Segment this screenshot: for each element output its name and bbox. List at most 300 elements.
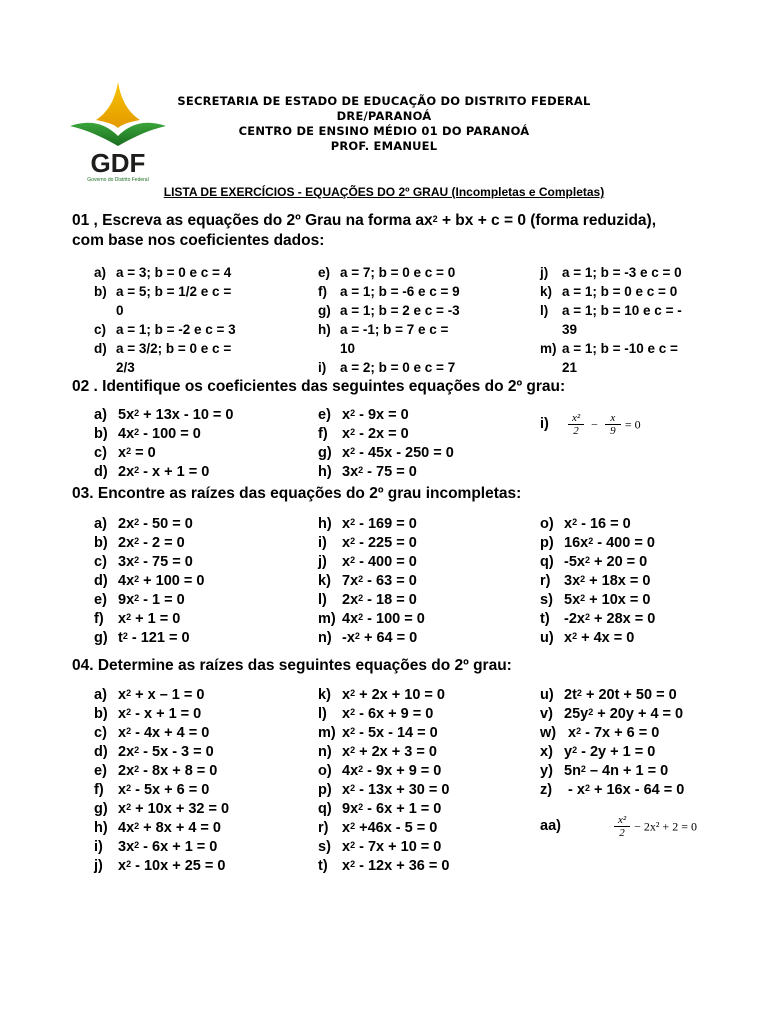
- exponent: 2: [572, 745, 578, 755]
- exercise-item: [318, 320, 460, 339]
- q3-col-1: [94, 515, 204, 648]
- item-label: n): [318, 744, 332, 760]
- equation-lead: 5n: [564, 763, 581, 779]
- item-text: a = 1; b = 10 e c = -: [562, 303, 682, 318]
- item-label: o): [540, 516, 554, 532]
- exercise-item: [540, 629, 655, 648]
- exercise-item: [94, 762, 229, 781]
- exercise-item: [94, 629, 204, 648]
- equation-lead: 4x: [118, 820, 135, 836]
- equation-lead: x: [342, 858, 351, 874]
- equation-rest: - 12x + 36 = 0: [355, 858, 450, 874]
- exercise-item: [540, 534, 655, 553]
- exponent: 2: [350, 536, 356, 546]
- item-label: v): [540, 706, 553, 722]
- equation-rest: = 0: [131, 445, 156, 461]
- item-label: d): [94, 464, 108, 480]
- equation-lead: 3x: [118, 554, 135, 570]
- equation-lead: 16x: [564, 535, 589, 551]
- equation-lead: 9x: [342, 801, 359, 817]
- question-4-title: 04. Determine as raízes das seguintes equações do 2º grau:: [72, 657, 512, 674]
- equation-lead: x: [342, 706, 351, 722]
- equation-rest: - 225 = 0: [355, 535, 417, 551]
- item-label: g): [94, 801, 108, 817]
- exponent: 2: [572, 631, 578, 641]
- equation-lead: x: [118, 725, 127, 741]
- item-text: 21: [562, 360, 578, 375]
- equation-lead: x: [342, 725, 351, 741]
- exercise-item: [540, 686, 684, 705]
- equation-lead: 2x: [342, 592, 359, 608]
- item-label: r): [318, 820, 329, 836]
- svg-text:GDF: GDF: [90, 148, 146, 178]
- item-label: a): [94, 265, 107, 280]
- equation-lead: -x: [342, 630, 355, 646]
- item-label: j): [540, 265, 549, 280]
- question-2-title: 02 . Identifique os coeficientes das seguintes equações do 2º grau:: [72, 378, 566, 395]
- exponent: 2: [350, 408, 356, 418]
- exponent: 2: [350, 745, 356, 755]
- equation-lead: t: [118, 630, 123, 646]
- q2-col-2: [318, 406, 454, 482]
- equation-lead: y: [564, 744, 573, 760]
- question-3-title: 03. Encontre as raízes das equações do 2º grau incompletas:: [72, 485, 522, 502]
- item-text: a = 1; b = -10 e c =: [562, 341, 678, 356]
- exercise-item: [540, 572, 655, 591]
- equation-rest: - 6x + 9 = 0: [355, 706, 434, 722]
- equation-lead: x: [342, 554, 351, 570]
- equation-lead: x: [342, 782, 351, 798]
- exponent: 2: [588, 536, 594, 546]
- equation-rest: - 63 = 0: [363, 573, 417, 589]
- equation-lead: 4x: [118, 573, 135, 589]
- exponent: 2: [580, 593, 586, 603]
- equation-rest: - 8x + 8 = 0: [139, 763, 218, 779]
- exponent: 2: [134, 574, 140, 584]
- equation-rest: - 121 = 0: [127, 630, 190, 646]
- equation-rest: - 50 = 0: [139, 516, 193, 532]
- header-line-4: PROF. EMANUEL: [330, 139, 438, 153]
- equation-rest: - 169 = 0: [355, 516, 417, 532]
- equation-rest: - 75 = 0: [139, 554, 193, 570]
- q2-col-1: [94, 406, 233, 482]
- item-label: c): [94, 554, 107, 570]
- exponent: 2: [126, 859, 132, 869]
- equation-rest: - 16 = 0: [577, 516, 631, 532]
- equation-lead: 4x: [342, 611, 359, 627]
- exponent: 2: [126, 612, 132, 622]
- equation-lead: x: [564, 725, 577, 741]
- item-label: b): [94, 535, 108, 551]
- item-label: y): [540, 763, 553, 779]
- equation-rest: - 400 = 0: [593, 535, 655, 551]
- exponent: 2: [576, 688, 582, 698]
- item-label: l): [318, 706, 327, 722]
- exercise-item: [94, 591, 204, 610]
- exponent: 2: [358, 574, 364, 584]
- exercise-item: [318, 724, 449, 743]
- exponent: 2: [134, 427, 140, 437]
- exponent: 2: [134, 821, 140, 831]
- item-label: w): [540, 725, 557, 741]
- equation-rest: - 13x + 30 = 0: [355, 782, 450, 798]
- item-label: i): [318, 360, 327, 375]
- exponent: 2: [350, 840, 356, 850]
- item-text: a = 1; b = 0 e c = 0: [562, 284, 678, 299]
- equation-lead: x: [118, 687, 127, 703]
- item-label: j): [318, 554, 327, 570]
- header-line-1: SECRETARIA DE ESTADO DE EDUCAÇÃO DO DISTRITO FEDERAL: [177, 94, 591, 108]
- q3-col-2: [318, 515, 425, 648]
- item-label: u): [540, 687, 554, 703]
- equation-rest: - 6x + 1 = 0: [139, 839, 218, 855]
- exercise-item: [94, 572, 204, 591]
- q1-col-1: [94, 263, 236, 377]
- equation-lead: 9x: [118, 592, 135, 608]
- item-label: b): [94, 284, 107, 299]
- exercise-item: [318, 515, 425, 534]
- equation-lead: -2x: [564, 611, 585, 627]
- exercise-item: [94, 534, 204, 553]
- item-label: h): [318, 464, 332, 480]
- equation-lead: 3x: [118, 839, 135, 855]
- exponent: 2: [350, 821, 356, 831]
- item-label: d): [94, 573, 108, 589]
- exponent: 2: [350, 446, 356, 456]
- equation-lead: 2x: [118, 464, 135, 480]
- exercise-item: [318, 591, 425, 610]
- question-1-title: 01 , Escreva as equações do 2º Grau na forma $ax^2$ + bx + c = 0 (forma reduzida), com base nos coeficientes dados:: [72, 212, 657, 249]
- item-label: k): [318, 687, 331, 703]
- exercise-item: [318, 686, 449, 705]
- equation-lead: x: [342, 535, 351, 551]
- item-text: 0: [116, 303, 124, 318]
- equation-rest: - x + 1 = 0: [139, 464, 210, 480]
- equation-lead: 3x: [564, 573, 581, 589]
- item-text: a = 2; b = 0 e c = 7: [340, 360, 456, 375]
- exponent: 2: [350, 859, 356, 869]
- equation-rest: - 100 = 0: [139, 426, 201, 442]
- item-label: t): [540, 611, 550, 627]
- equation-lead: x: [118, 801, 127, 817]
- exponent: 2: [350, 783, 356, 793]
- item-label: b): [94, 706, 108, 722]
- exponent: 2: [134, 593, 140, 603]
- equation-lead: x: [118, 445, 127, 461]
- item-label: a): [94, 516, 107, 532]
- equation-rest: - 75 = 0: [363, 464, 417, 480]
- item-label: e): [318, 407, 331, 423]
- equation-rest: – 4n + 1 = 0: [585, 763, 669, 779]
- exercise-item: [94, 515, 204, 534]
- item-label: n): [318, 630, 332, 646]
- exercise-item: [94, 463, 233, 482]
- item-label: x): [540, 744, 553, 760]
- equation-lead: x: [118, 858, 127, 874]
- q2-item-i: i) $\frac{\text{x²}}{2}$ − $\frac{x}{9}$ = 0: [540, 412, 641, 437]
- item-label: g): [318, 303, 331, 318]
- exponent: 2: [134, 536, 140, 546]
- item-label: c): [94, 725, 107, 741]
- item-label: f): [318, 426, 328, 442]
- exercise-item: [94, 819, 229, 838]
- item-label: i): [318, 535, 327, 551]
- exponent: 2: [122, 631, 128, 641]
- equation-rest: + 10x = 0: [585, 592, 651, 608]
- exercise-item: [540, 358, 682, 377]
- exponent: 2: [134, 517, 140, 527]
- exercise-item: [540, 515, 655, 534]
- equation-lead: 2t: [564, 687, 577, 703]
- exercise-item: [318, 800, 449, 819]
- exercise-item: [94, 743, 229, 762]
- exercise-item: [318, 406, 454, 425]
- equation-rest: + 1 = 0: [131, 611, 181, 627]
- item-label: j): [94, 858, 103, 874]
- exponent: 2: [350, 707, 356, 717]
- item-label: u): [540, 630, 554, 646]
- equation-lead: 2x: [118, 744, 135, 760]
- exercise-item: [540, 610, 655, 629]
- exercise-item: [540, 301, 682, 320]
- item-label: f): [94, 611, 104, 627]
- exercise-item: [94, 320, 236, 339]
- equation-lead: x: [342, 516, 351, 532]
- exercise-item: [318, 301, 460, 320]
- q3-col-3: [540, 515, 655, 648]
- equation-rest: - 4x + 4 = 0: [131, 725, 210, 741]
- exponent: 2: [134, 555, 140, 565]
- item-label: d): [94, 744, 108, 760]
- equation-lead: x: [118, 611, 127, 627]
- item-label: p): [318, 782, 332, 798]
- equation-lead: x: [342, 687, 351, 703]
- exercise-item: [540, 339, 682, 358]
- exercise-item: [94, 339, 236, 358]
- exercise-item: [94, 282, 236, 301]
- exercise-item: [94, 724, 229, 743]
- exercise-item: [318, 819, 449, 838]
- exercise-item: [540, 553, 655, 572]
- item-label: m): [540, 341, 557, 356]
- exponent: 2: [134, 465, 140, 475]
- exponent: 2: [584, 555, 590, 565]
- item-label: h): [94, 820, 108, 836]
- exercise-item: [540, 282, 682, 301]
- item-label: l): [318, 592, 327, 608]
- exercise-item: [318, 629, 425, 648]
- item-label: z): [540, 782, 553, 798]
- exercise-item: [540, 762, 684, 781]
- exponent: 2: [134, 745, 140, 755]
- equation-lead: x: [564, 516, 573, 532]
- exponent: 2: [134, 840, 140, 850]
- exponent: 2: [576, 726, 582, 736]
- equation-lead: 2x: [118, 535, 135, 551]
- exponent: 2: [584, 612, 590, 622]
- exercise-item: [318, 534, 425, 553]
- equation-rest: +46x - 5 = 0: [355, 820, 438, 836]
- exponent: 2: [358, 802, 364, 812]
- equation-lead: 4x: [342, 763, 359, 779]
- item-text: a = 1; b = -6 e c = 9: [340, 284, 460, 299]
- equation-rest: + 16x - 64 = 0: [589, 782, 685, 798]
- item-label: o): [318, 763, 332, 779]
- q4-col-3: [540, 686, 684, 800]
- exponent: 2: [358, 764, 364, 774]
- equation-rest: + 4x = 0: [577, 630, 635, 646]
- equation-rest: - 5x - 3 = 0: [139, 744, 214, 760]
- equation-rest: + 10x + 32 = 0: [131, 801, 230, 817]
- item-label: f): [318, 284, 327, 299]
- equation-lead: x: [342, 839, 351, 855]
- equation-lead: x: [342, 445, 351, 461]
- exercise-item: [318, 572, 425, 591]
- exercise-item: [318, 610, 425, 629]
- exponent: 2: [588, 707, 594, 717]
- equation-rest: + 2x + 10 = 0: [355, 687, 445, 703]
- exercise-item: [94, 444, 233, 463]
- equation-lead: x: [342, 407, 351, 423]
- item-label: f): [94, 782, 104, 798]
- equation-lead: 2x: [118, 763, 135, 779]
- equation-rest: - 2 = 0: [139, 535, 185, 551]
- exercise-item: [94, 406, 233, 425]
- equation-rest: - x + 1 = 0: [131, 706, 202, 722]
- equation-rest: - 1 = 0: [139, 592, 185, 608]
- equation-rest: - 5x - 14 = 0: [355, 725, 438, 741]
- exponent: 2: [580, 574, 586, 584]
- exercise-item: [540, 781, 684, 800]
- exponent: 2: [134, 408, 140, 418]
- item-label: m): [318, 725, 336, 741]
- exercise-item: [318, 339, 460, 358]
- equation-lead: 5x: [118, 407, 135, 423]
- exponent: 2: [358, 612, 364, 622]
- q4-col-2: [318, 686, 449, 876]
- item-label: e): [94, 592, 107, 608]
- exponent: 2: [358, 593, 364, 603]
- equation-lead: 5x: [564, 592, 581, 608]
- item-label: b): [94, 426, 108, 442]
- item-label: q): [540, 554, 554, 570]
- equation-rest: - 9x = 0: [355, 407, 409, 423]
- exponent: 2: [126, 707, 132, 717]
- header-line-2: DRE/PARANOÁ: [336, 109, 432, 123]
- equation-lead: - x: [564, 782, 585, 798]
- equation-rest: - 45x - 250 = 0: [355, 445, 454, 461]
- equation-rest: + 20y + 4 = 0: [593, 706, 684, 722]
- exponent: 2: [126, 783, 132, 793]
- equation-lead: x: [342, 744, 351, 760]
- equation-rest: - 7x + 10 = 0: [355, 839, 442, 855]
- equation-rest: - 6x + 1 = 0: [363, 801, 442, 817]
- exercise-item: [94, 800, 229, 819]
- exponent: 2: [126, 802, 132, 812]
- item-text: 39: [562, 322, 578, 337]
- fraction: $\frac{\text{x²}}{2}$: [614, 814, 630, 839]
- exercise-item: [318, 263, 460, 282]
- equation-lead: x: [118, 706, 127, 722]
- exponent: 2: [350, 517, 356, 527]
- item-label: a): [94, 687, 107, 703]
- equation-rest: + 8x + 4 = 0: [139, 820, 221, 836]
- item-label: k): [318, 573, 331, 589]
- item-label: m): [318, 611, 336, 627]
- item-label: e): [318, 265, 331, 280]
- item-label: r): [540, 573, 551, 589]
- item-label: c): [94, 445, 107, 461]
- equation-lead: 4x: [118, 426, 135, 442]
- equation-rest: - 400 = 0: [355, 554, 417, 570]
- exercise-item: [318, 762, 449, 781]
- exercise-item: [94, 263, 236, 282]
- exercise-item: [318, 425, 454, 444]
- exponent: 2: [350, 427, 356, 437]
- exercise-item: [94, 610, 204, 629]
- exercise-item: [94, 686, 229, 705]
- exponent: 2: [350, 688, 356, 698]
- exercise-item: [540, 591, 655, 610]
- equation-lead: 3x: [342, 464, 359, 480]
- fraction: $\frac{x}{9}$: [605, 412, 621, 437]
- exercise-item: [94, 857, 229, 876]
- q1-col-3: [540, 263, 682, 377]
- exponent: 2: [134, 764, 140, 774]
- item-text: 10: [340, 341, 356, 356]
- exercise-item: [540, 320, 682, 339]
- exercise-item: [94, 553, 204, 572]
- exercise-item: [318, 781, 449, 800]
- equation-lead: -5x: [564, 554, 585, 570]
- exponent: 2: [358, 465, 364, 475]
- exercise-item: [94, 358, 236, 377]
- item-label: p): [540, 535, 554, 551]
- equation-rest: + 18x = 0: [585, 573, 651, 589]
- item-label: t): [318, 858, 328, 874]
- exercise-item: [540, 705, 684, 724]
- exponent: 2: [126, 726, 132, 736]
- item-label: g): [94, 630, 108, 646]
- exercise-item: [540, 263, 682, 282]
- equation-lead: x: [118, 782, 127, 798]
- exponent: 2: [350, 726, 356, 736]
- item-label: d): [94, 341, 107, 356]
- exercise-item: [94, 705, 229, 724]
- equation-rest: + 100 = 0: [139, 573, 205, 589]
- item-text: 2/3: [116, 360, 135, 375]
- equation-rest: - 10x + 25 = 0: [131, 858, 226, 874]
- exercise-item: [540, 724, 684, 743]
- list-title: LISTA DE EXERCÍCIOS - EQUAÇÕES DO 2º GRAU (Incompletas e Completas): [163, 185, 605, 199]
- item-label: q): [318, 801, 332, 817]
- equation-lead: x: [342, 820, 351, 836]
- equation-rest: + 64 = 0: [359, 630, 418, 646]
- exercise-item: [318, 743, 449, 762]
- item-text: a = 1; b = -3 e c = 0: [562, 265, 682, 280]
- equation-rest: + 28x = 0: [589, 611, 656, 627]
- exponent: 2: [572, 517, 578, 527]
- equation-rest: + 2x + 3 = 0: [355, 744, 437, 760]
- item-label: e): [94, 763, 107, 779]
- exponent: 2: [584, 783, 590, 793]
- exercise-item: [94, 781, 229, 800]
- exercise-item: [318, 463, 454, 482]
- item-label: h): [318, 322, 331, 337]
- equation-rest: + 20 = 0: [589, 554, 648, 570]
- exponent: 2: [126, 446, 132, 456]
- exercise-item: [94, 301, 236, 320]
